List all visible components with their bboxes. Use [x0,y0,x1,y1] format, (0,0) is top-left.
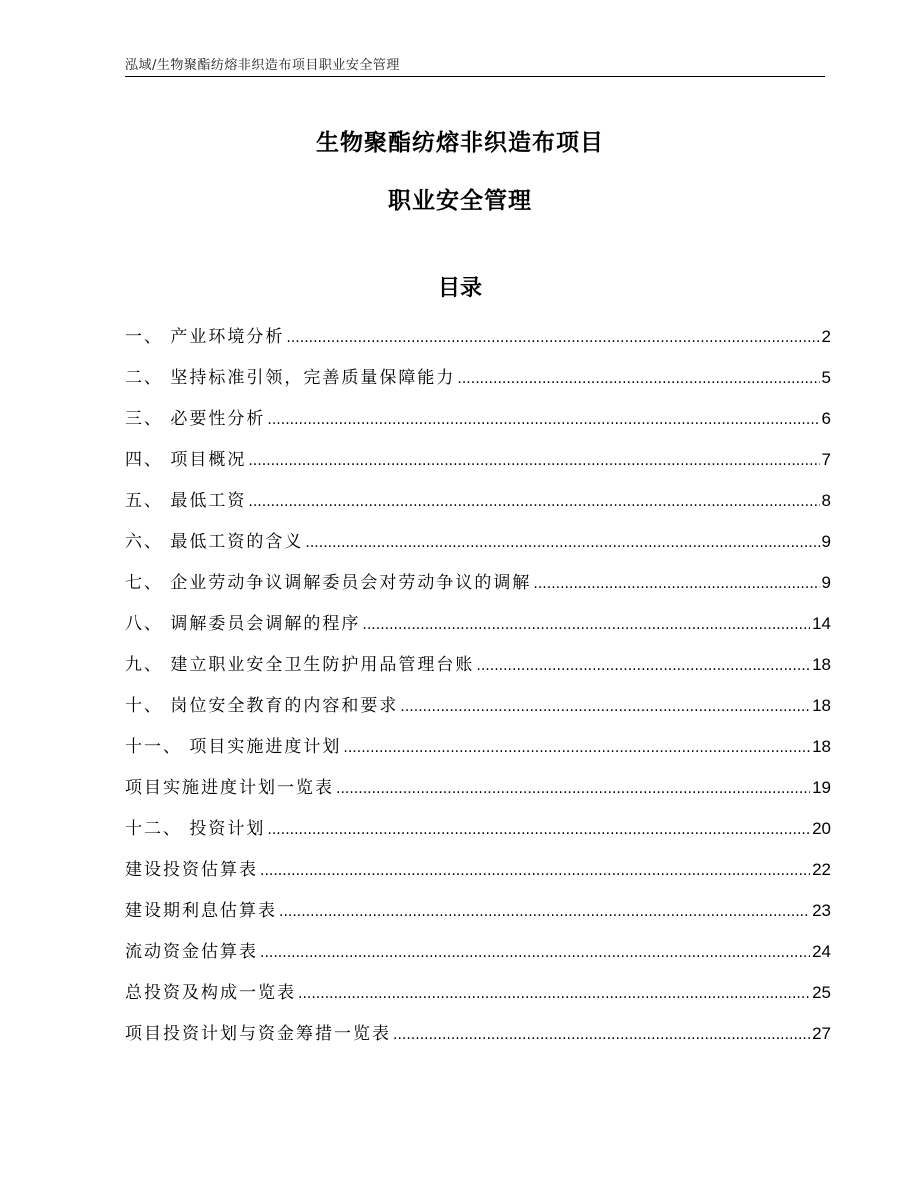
toc-dot-leader [305,526,819,560]
toc-dot-leader [362,608,810,642]
toc-entry-page: 9 [821,532,831,551]
toc-dot-leader [286,321,819,355]
toc-entry-label: 项目投资计划与资金筹措一览表 [125,1024,391,1044]
table-of-contents [125,320,831,1058]
header-divider [125,76,825,77]
toc-entry-label: 建设投资估算表 [125,860,258,880]
toc-entry[interactable] [125,935,831,976]
toc-entry[interactable] [125,976,831,1017]
toc-entry-page: 18 [812,696,831,715]
toc-entry[interactable] [125,689,831,730]
toc-entry[interactable] [125,607,831,648]
toc-entry[interactable] [125,730,831,771]
toc-entry-page: 27 [812,1024,831,1043]
toc-entry-label: 十一、 项目实施进度计划 [125,737,342,757]
toc-dot-leader [267,813,810,847]
toc-entry[interactable] [125,812,831,853]
toc-entry-page: 6 [821,409,831,428]
toc-dot-leader [260,936,810,970]
toc-entry[interactable] [125,648,831,689]
toc-entry-label: 流动资金估算表 [125,942,258,962]
toc-entry-page: 20 [812,819,831,838]
toc-entry-page: 18 [812,737,831,756]
toc-entry[interactable] [125,443,831,484]
toc-entry-label: 项目实施进度计划一览表 [125,778,334,798]
toc-dot-leader [298,977,810,1011]
toc-dot-leader [248,444,819,478]
toc-entry-page: 25 [812,983,831,1002]
running-header: 泓域/生物聚酯纺熔非织造布项目职业安全管理 [125,58,400,73]
toc-entry-label: 十、 岗位安全教育的内容和要求 [125,696,399,716]
toc-entry-page: 24 [812,942,831,961]
toc-entry-label: 总投资及构成一览表 [125,983,296,1003]
document-title-line1: 生物聚酯纺熔非织造布项目 [316,130,604,156]
toc-entry-label: 九、 建立职业安全卫生防护用品管理台账 [125,655,475,675]
toc-entry-page: 14 [812,614,831,633]
toc-entry-label: 十二、 投资计划 [125,819,266,839]
toc-entry-page: 22 [812,860,831,879]
toc-dot-leader [393,1018,810,1052]
toc-entry[interactable] [125,402,831,443]
toc-dot-leader [267,403,819,437]
toc-dot-leader [279,895,810,929]
toc-entry[interactable] [125,525,831,566]
toc-entry-page: 23 [812,901,831,920]
toc-entry-page: 19 [812,778,831,797]
toc-entry[interactable] [125,566,831,607]
toc-entry[interactable] [125,320,831,361]
toc-entry[interactable] [125,853,831,894]
toc-heading: 目录 [437,276,482,301]
toc-entry-page: 7 [821,450,831,469]
toc-entry-label: 四、 项目概况 [125,450,247,470]
toc-dot-leader [343,731,810,765]
toc-entry-label: 八、 调解委员会调解的程序 [125,614,361,634]
toc-entry-label: 建设期利息估算表 [125,901,277,921]
toc-entry[interactable] [125,1017,831,1058]
toc-entry-label: 六、 最低工资的含义 [125,532,304,552]
toc-entry-page: 18 [812,655,831,674]
toc-entry-page: 8 [821,491,831,510]
toc-entry-label: 二、 坚持标准引领，完善质量保障能力 [125,368,456,388]
toc-entry[interactable] [125,894,831,935]
toc-entry-page: 9 [821,573,831,592]
toc-dot-leader [476,649,810,683]
toc-dot-leader [533,567,819,601]
toc-dot-leader [248,485,819,519]
toc-entry-label: 七、 企业劳动争议调解委员会对劳动争议的调解 [125,573,532,593]
toc-entry[interactable] [125,484,831,525]
toc-dot-leader [336,772,810,806]
toc-entry[interactable] [125,361,831,402]
toc-entry-label: 三、 必要性分析 [125,409,266,429]
toc-dot-leader [400,690,810,724]
toc-entry-page: 5 [821,368,831,387]
document-title-line2: 职业安全管理 [388,188,532,214]
toc-dot-leader [260,854,810,888]
toc-entry-label: 五、 最低工资 [125,491,247,511]
toc-entry-label: 一、 产业环境分析 [125,327,285,347]
toc-entry-page: 2 [821,327,831,346]
toc-dot-leader [457,362,819,396]
toc-entry[interactable] [125,771,831,812]
